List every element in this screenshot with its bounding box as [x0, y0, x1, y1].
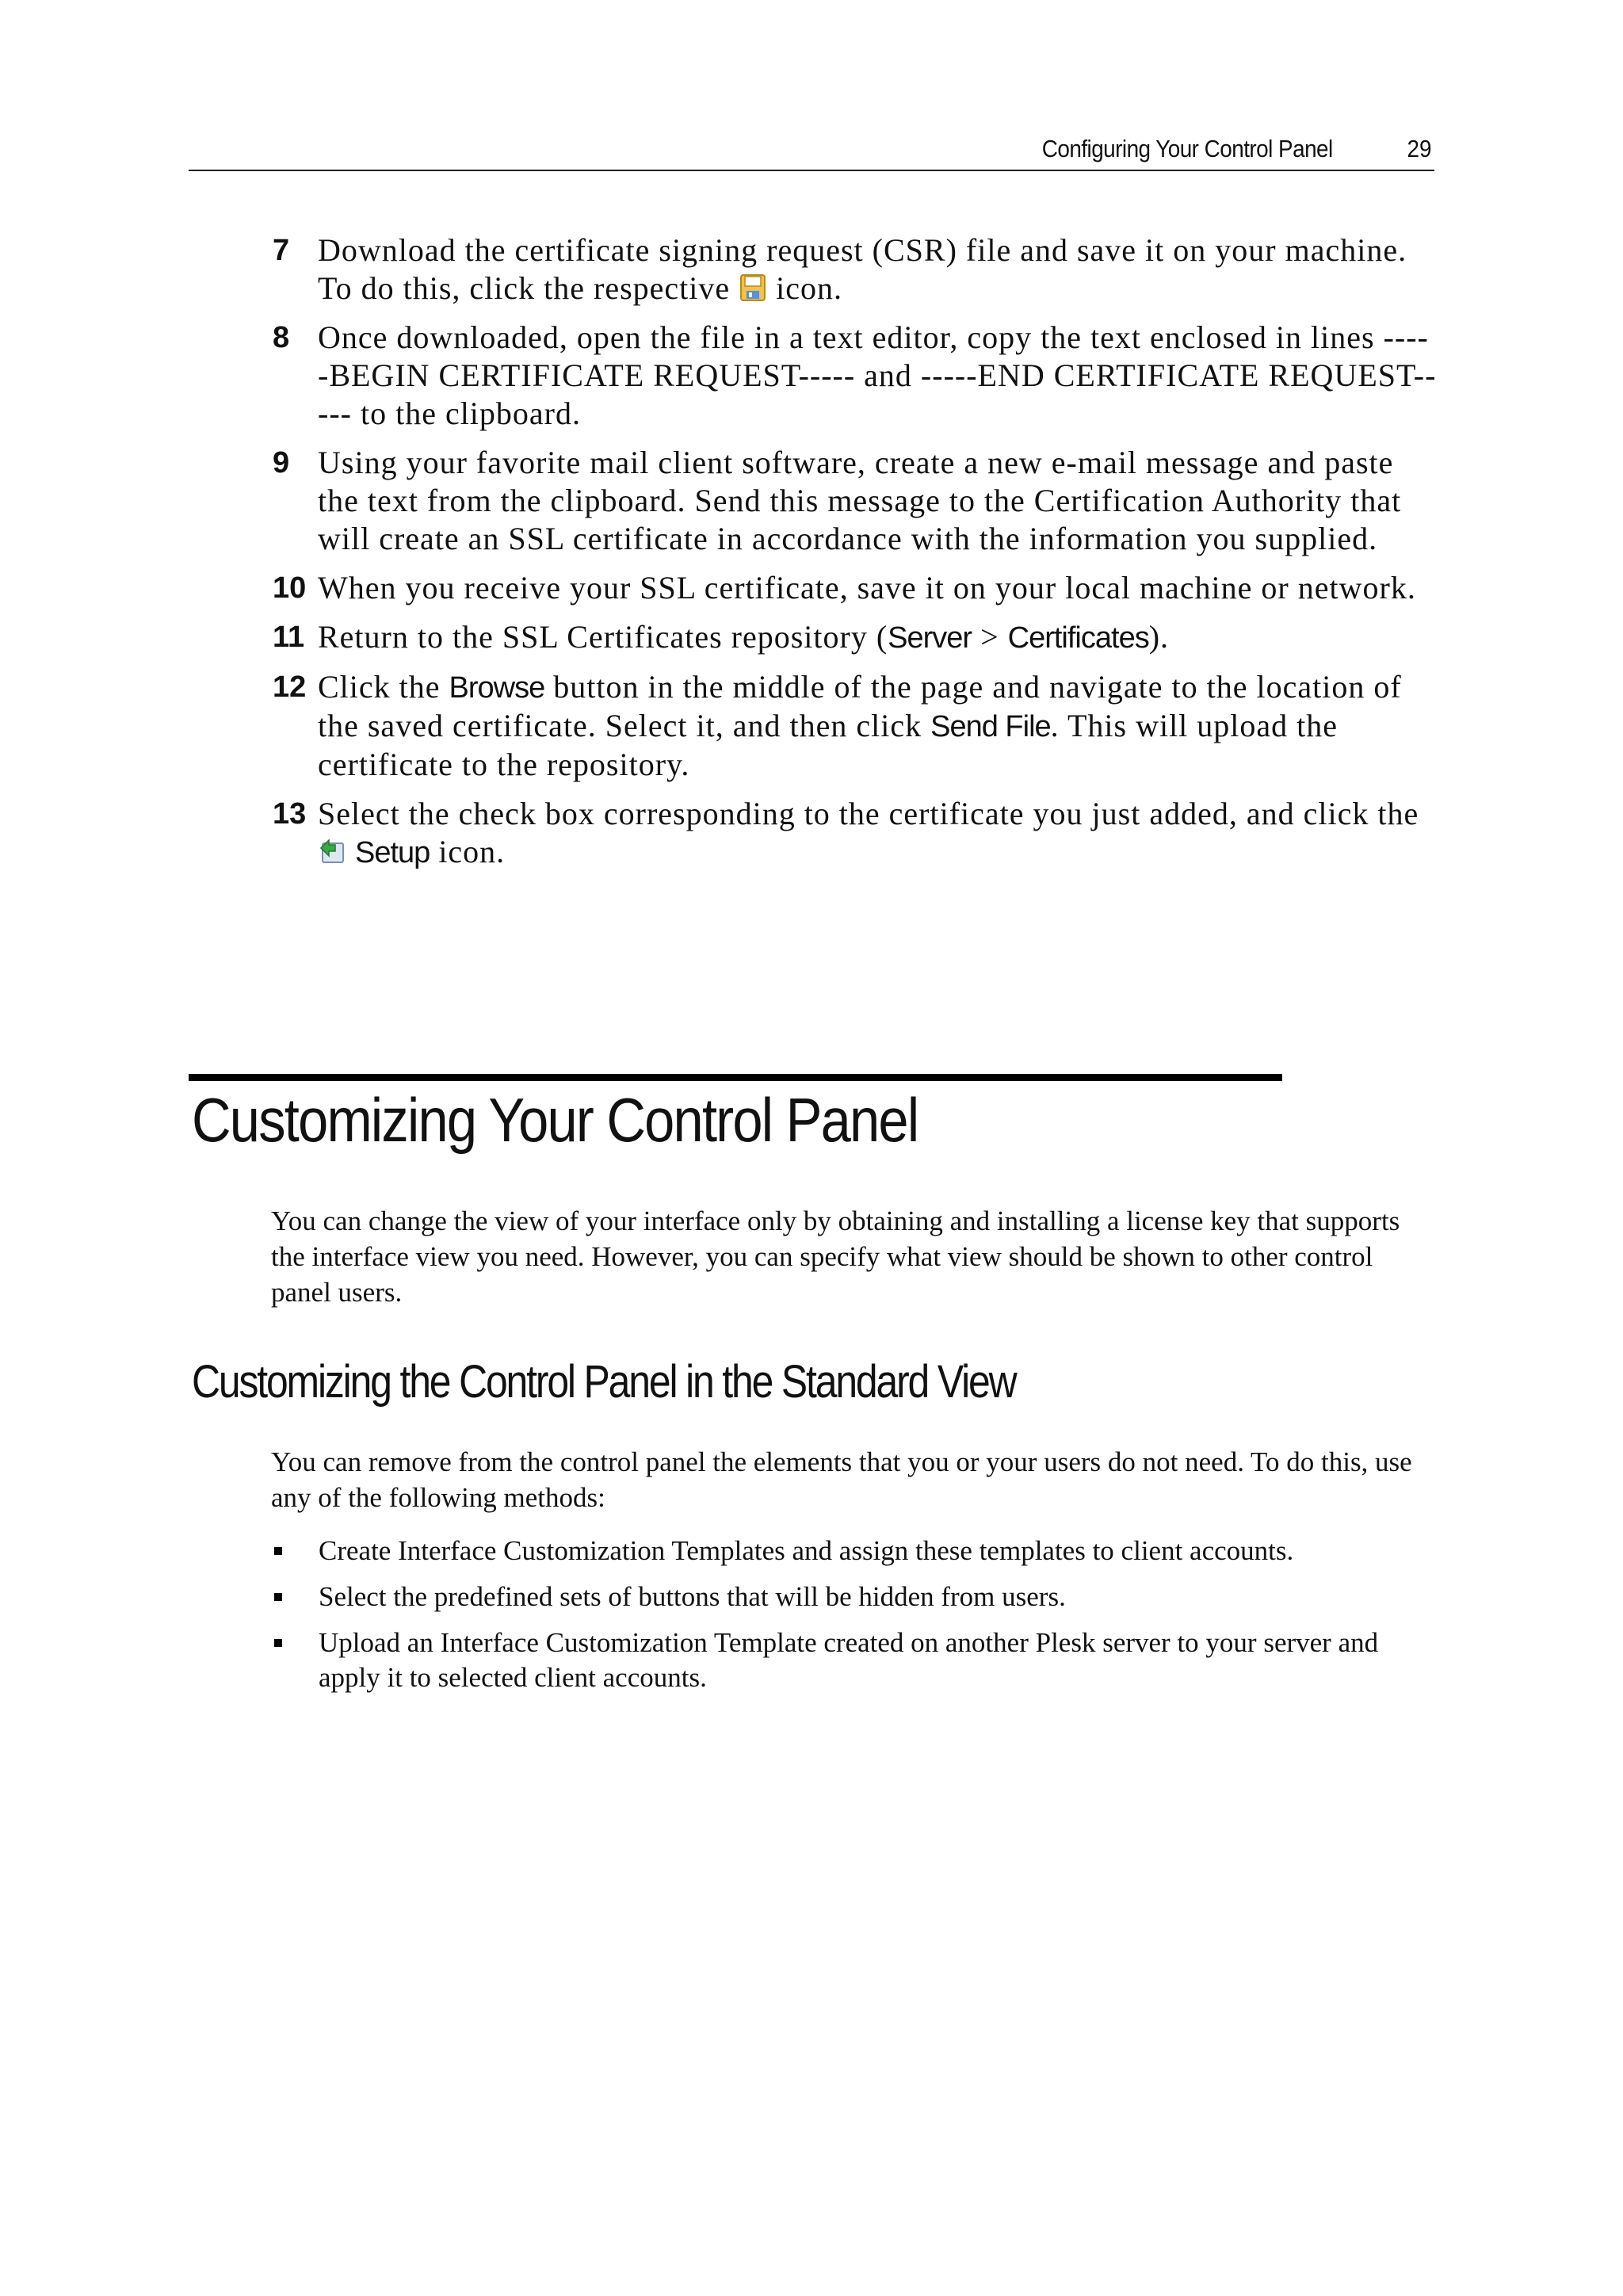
step-text: ). — [1148, 619, 1170, 655]
step-11 — [273, 618, 1438, 657]
list-item — [271, 1534, 1436, 1568]
step-text: Return to the SSL Certificates repository ( — [318, 619, 888, 655]
step-10 — [273, 569, 1438, 607]
step-text: Click the — [318, 669, 449, 705]
section-rule — [189, 1074, 1282, 1081]
step-text: > — [972, 619, 1008, 655]
bullet-square-icon — [274, 1639, 282, 1647]
save-file-icon — [739, 273, 767, 301]
bullet-square-icon — [274, 1547, 282, 1555]
step-7 — [273, 231, 1438, 308]
step-text-end: icon. — [430, 834, 506, 869]
step-number: 7 — [273, 234, 290, 267]
setup-icon — [318, 836, 346, 865]
step-number: 9 — [273, 446, 290, 479]
step-number: 12 — [273, 670, 307, 704]
ui-term-browse: Browse — [449, 671, 545, 705]
list-item-text: Create Interface Customization Templates and assign these templates to client accounts. — [319, 1535, 1294, 1566]
step-text: button in the middle of the page and navigate to the location of the saved certificate. Select it, and then click — [318, 669, 1402, 743]
step-text: When you receive your SSL certificate, save it on your local machine or network. — [318, 570, 1416, 606]
running-header — [189, 132, 1434, 171]
ui-term-server: Server — [888, 621, 972, 655]
numbered-steps — [273, 231, 1438, 883]
step-13 — [273, 795, 1438, 872]
list-item-text: Upload an Interface Customization Template created on another Plesk server to your server and apply it to selected client accounts. — [319, 1627, 1379, 1693]
step-text: . This will upload the certificate to the repository. — [318, 708, 1338, 782]
bullet-square-icon — [274, 1593, 282, 1601]
list-item — [271, 1626, 1436, 1695]
step-text-end: icon. — [767, 270, 843, 306]
ui-term-send-file: Send File — [930, 710, 1051, 743]
list-item — [271, 1580, 1436, 1614]
list-item-text: Select the predefined sets of buttons that will be hidden from users. — [319, 1581, 1066, 1612]
subsection-title: Customizing the Control Panel in the Standard View — [192, 1356, 1016, 1408]
header-title: Configuring Your Control Panel — [1042, 135, 1333, 162]
section-title: Customizing Your Control Panel — [192, 1085, 918, 1155]
methods-list — [271, 1534, 1436, 1706]
subsection-intro: You can remove from the control panel the elements that you or your users do not need. To do this, use any of the following methods: — [271, 1446, 1412, 1513]
step-text: Once downloaded, open the file in a text editor, copy the text enclosed in lines -----BEGIN CERTIFICATE REQUEST----- and -----END CERTIFICATE REQUEST----- to the clipboard. — [318, 319, 1437, 431]
step-number: 13 — [273, 797, 307, 831]
section-intro: You can change the view of your interface only by obtaining and installing a license key that supports the interface view you need. However, you can specify what view should be shown to other control panel users. — [271, 1205, 1400, 1308]
page-number: 29 — [1406, 135, 1431, 162]
step-text: Using your favorite mail client software, create a new e-mail message and paste the text from the clipboard. Send this message to the Certification Authority that will create an SSL certificate in accordance with the information you supplied. — [318, 445, 1402, 556]
step-text: Select the check box corresponding to the certificate you just added, and click the — [318, 796, 1419, 831]
step-9 — [273, 444, 1438, 558]
step-number: 11 — [273, 621, 305, 654]
step-8 — [273, 319, 1438, 433]
step-text: Download the certificate signing request (CSR) file and save it on your machine. To do this, click the respective — [318, 232, 1407, 306]
ui-term-certificates: Certificates — [1007, 621, 1149, 655]
step-number: 8 — [273, 321, 290, 354]
step-number: 10 — [273, 571, 307, 605]
ui-term-setup: Setup — [355, 836, 430, 869]
step-12 — [273, 668, 1438, 784]
